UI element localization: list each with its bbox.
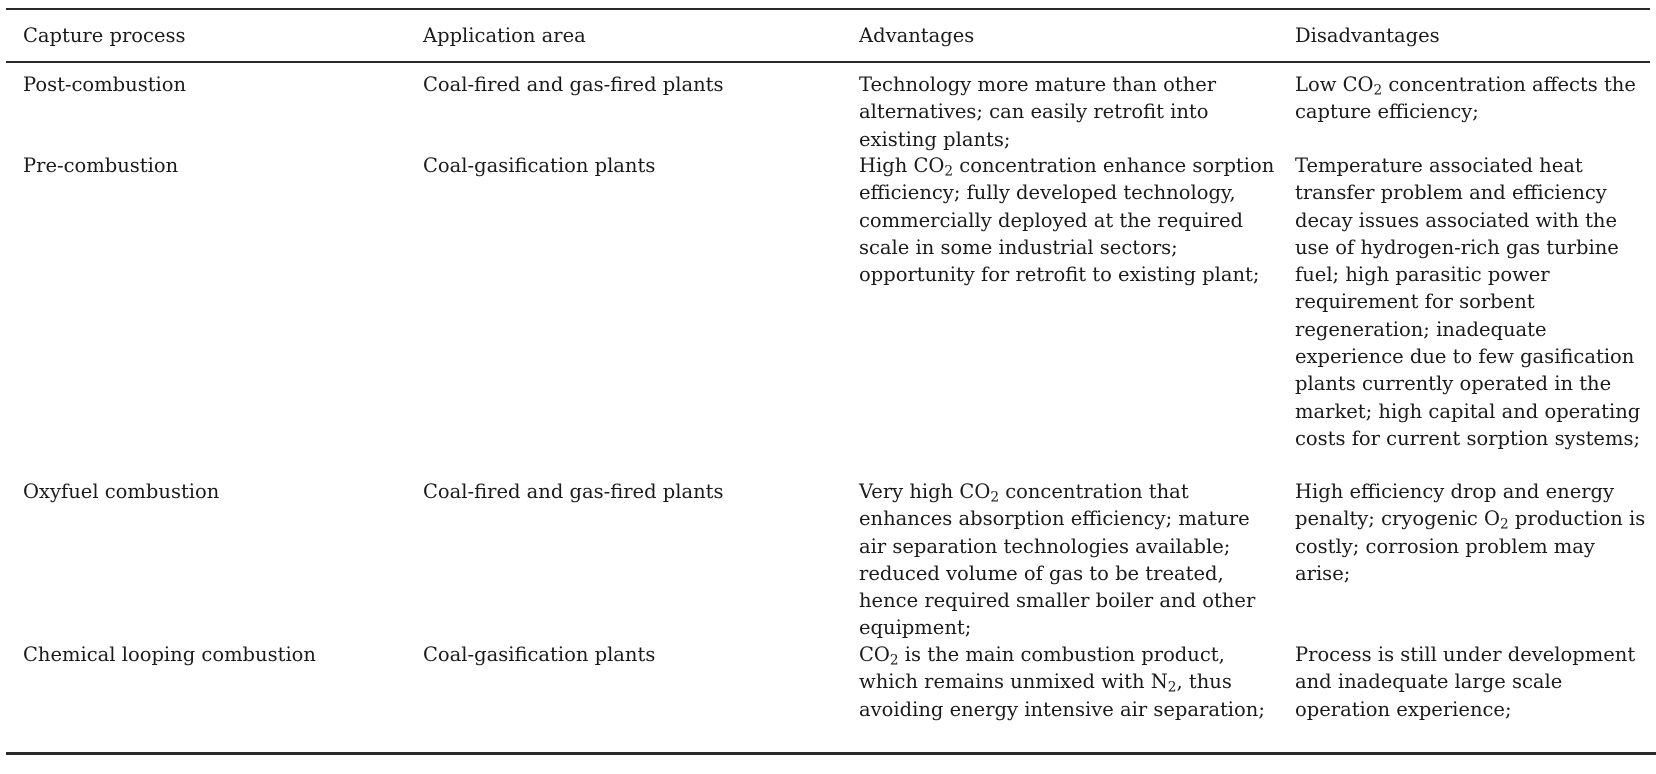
cell-process: Chemical looping combustion [23,643,316,666]
cell-disadvantages: High efficiency drop and energy penalty; cryogenic $O_2$ production is costly; corrosion problem may arise; [1295,480,1646,585]
table-row [6,478,1650,641]
cell-process: Pre-combustion [23,154,179,177]
table-row [6,152,1650,478]
cell-advantages: High $CO_2$ concentration enhance sorption efficiency; fully developed technology, commercially deployed at the required scale in some industrial sectors; opportunity for retrofit to existing plant; [859,154,1275,287]
cell-disadvantages: Process is still under development and inadequate large scale operation experience; [1295,643,1636,721]
table-row [6,71,1650,152]
header-capture-process: Capture process [23,23,186,47]
cell-area: Coal-gasification plants [423,643,656,666]
table-body [6,63,1650,751]
table-header-row [6,10,1650,61]
cell-advantages: Very high $CO_2$ concentration that enhances absorption efficiency; mature air separation technologies available; reduced volume of gas to be treated, hence required smaller boiler and other equipment; [859,480,1256,640]
capture-process-table [6,8,1650,751]
header-application-area: Application area [423,23,586,47]
table-row [6,641,1650,751]
cell-advantages: Technology more mature than other alternatives; can easily retrofit into existing plants; [859,73,1217,151]
cell-area: Coal-fired and gas-fired plants [423,480,724,503]
cell-process: Oxyfuel combustion [23,480,220,503]
cell-process: Post-combustion [23,73,187,96]
cell-area: Coal-gasification plants [423,154,656,177]
cell-area: Coal-fired and gas-fired plants [423,73,724,96]
cell-disadvantages: Temperature associated heat transfer problem and efficiency decay issues associated with the use of hydrogen-rich gas turbine fuel; high parasitic power requirement for sorbent regeneration; inadequate experience due to few gasification plants currently operated in the market; high capital and operating costs for current sorption systems; [1295,154,1641,450]
header-advantages: Advantages [859,23,975,47]
cell-advantages: $CO_2$ is the main combustion product, which remains unmixed with $N_2$, thus avoiding energy intensive air separation; [859,643,1265,721]
table-bottom-rule [6,752,1656,755]
header-disadvantages: Disadvantages [1295,23,1440,47]
cell-disadvantages: Low $CO_2$ concentration affects the capture efficiency; [1295,73,1636,124]
